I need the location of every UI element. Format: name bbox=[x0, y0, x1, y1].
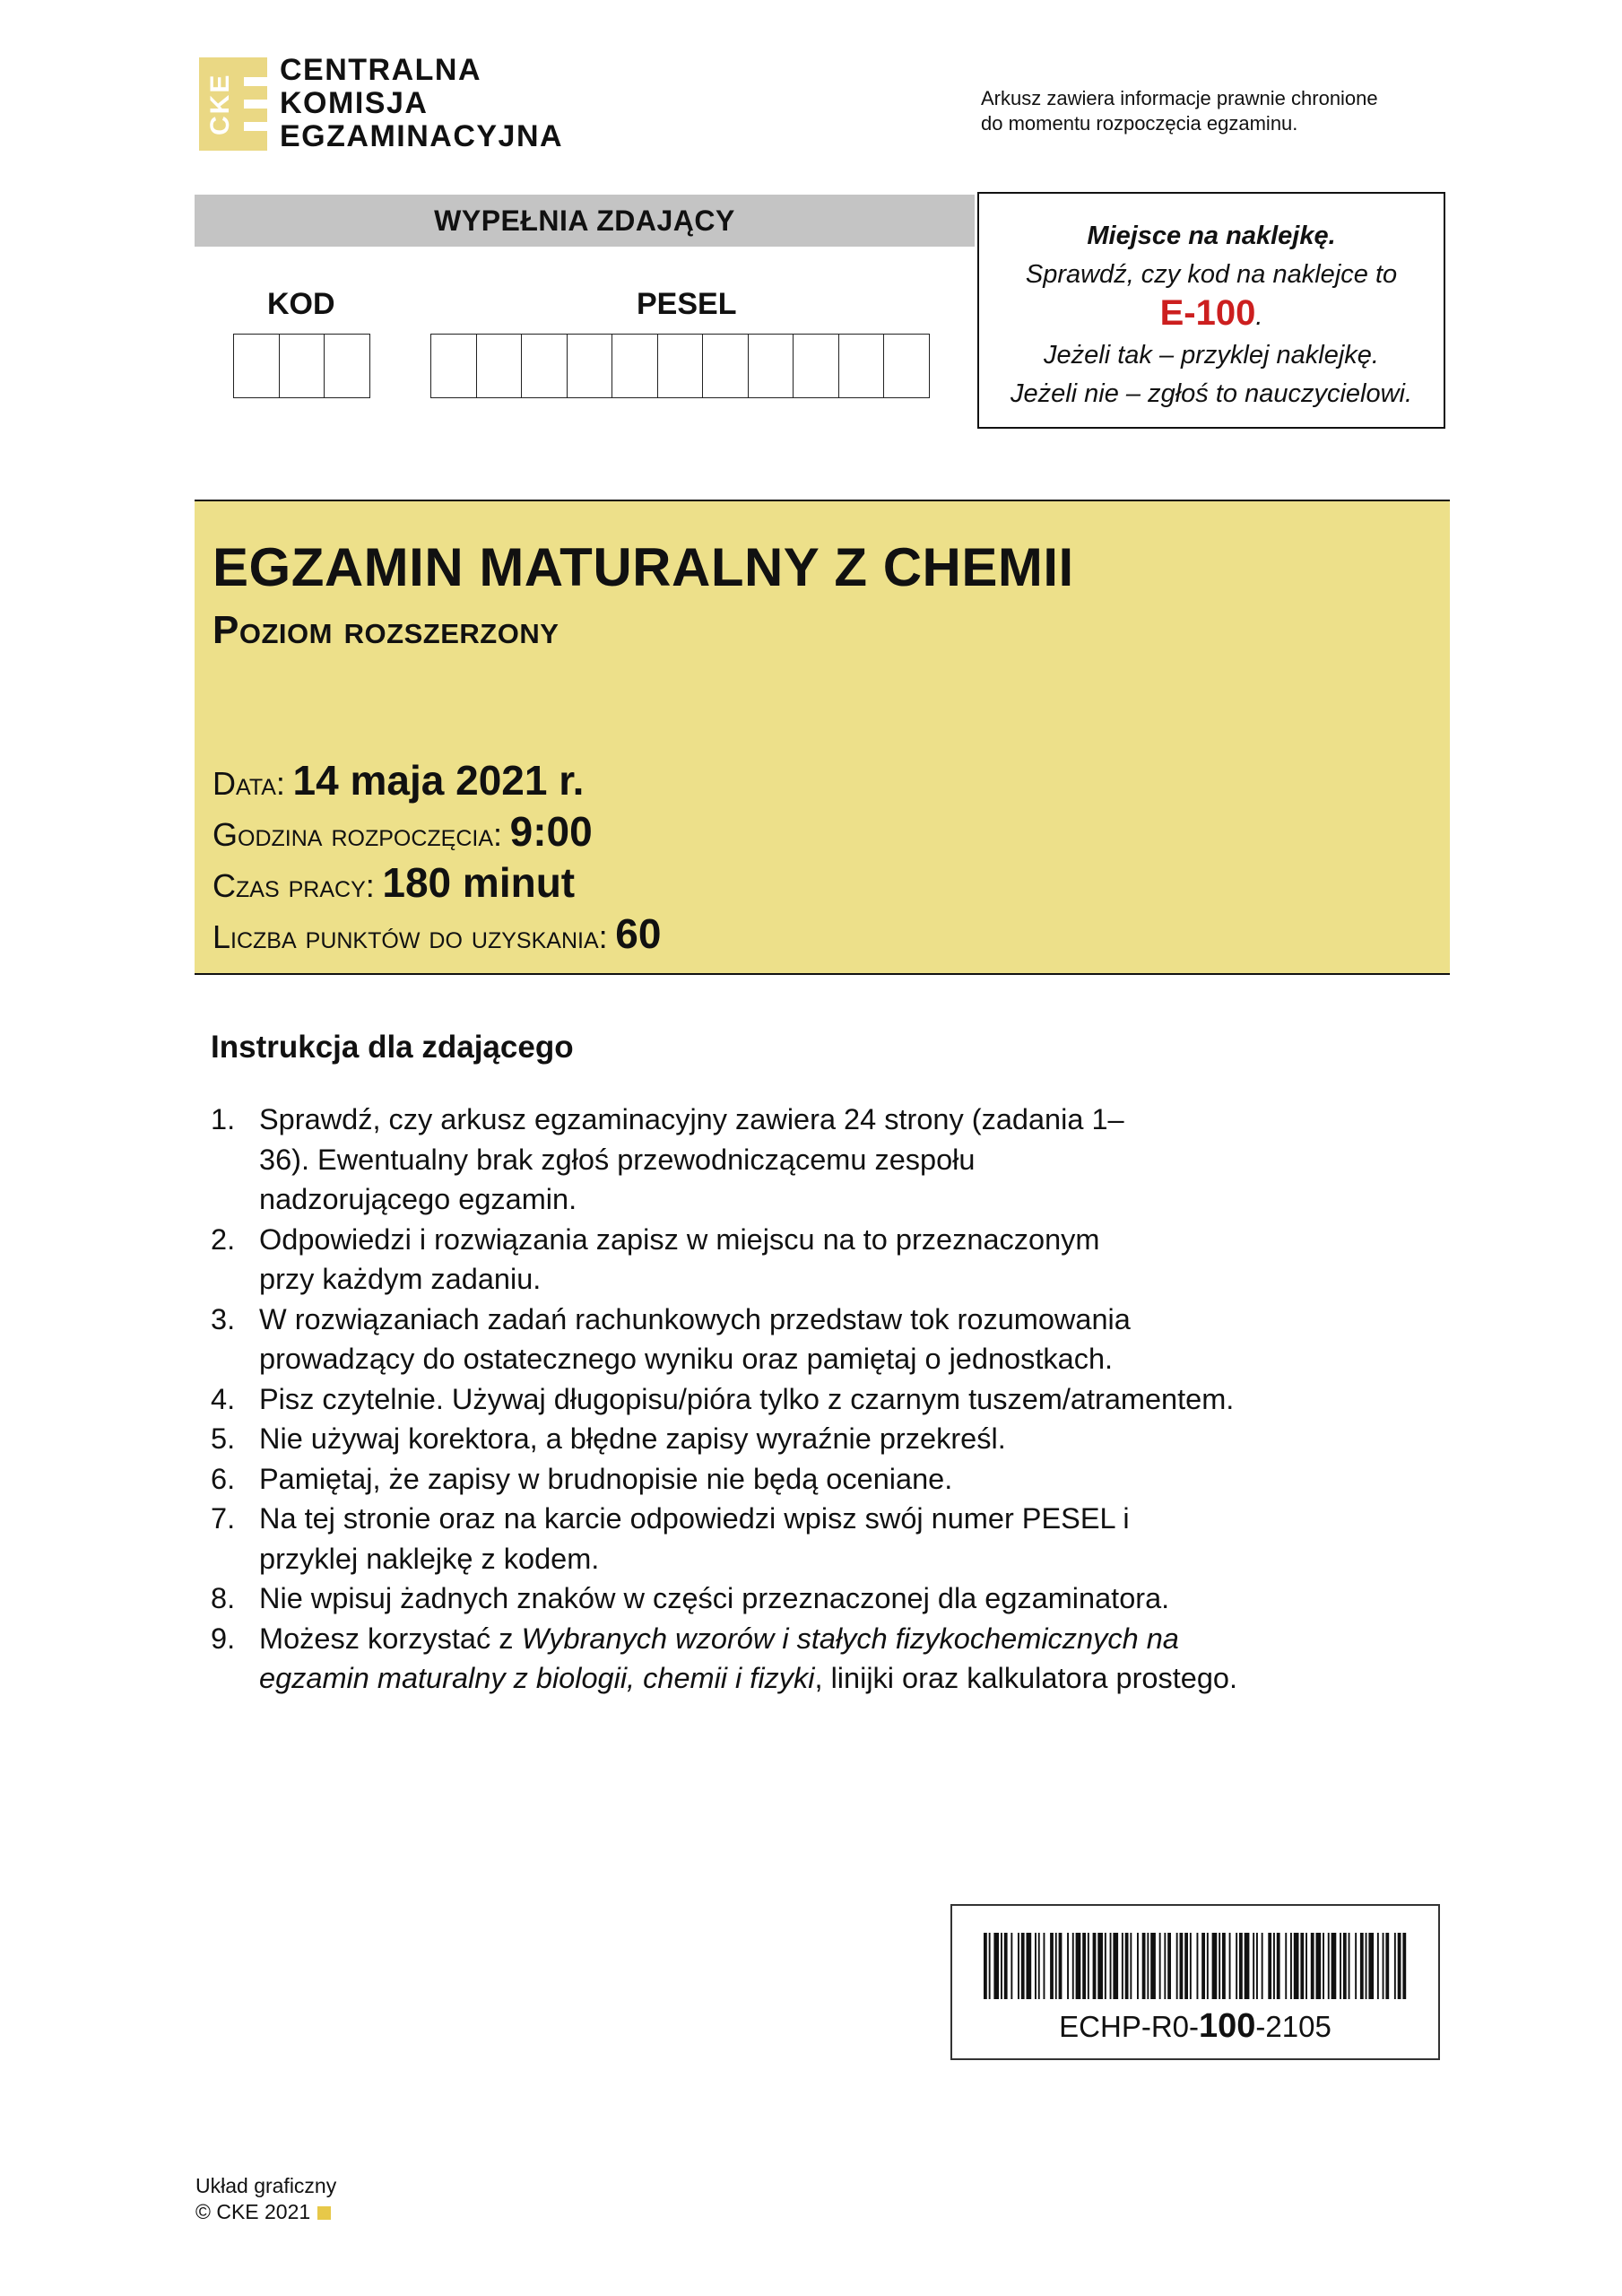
instructions-title: Instrukcja dla zdającego bbox=[211, 1030, 574, 1065]
candidate-section-header: WYPEŁNIA ZDAJĄCY bbox=[195, 195, 975, 247]
notice-line: do momentu rozpoczęcia egzaminu. bbox=[981, 112, 1298, 135]
instruction-item: 6. Pamiętaj, że zapisy w brudnopisie nie będą oceniane. bbox=[211, 1462, 953, 1495]
sticker-code-line bbox=[979, 294, 1444, 336]
pesel-digit-box[interactable] bbox=[702, 334, 749, 398]
kod-input[interactable] bbox=[233, 334, 369, 398]
cke-logo-text bbox=[280, 54, 563, 153]
exam-points bbox=[213, 909, 661, 958]
sticker-code: E-100 bbox=[1159, 293, 1256, 333]
sticker-check-text: Sprawdź, czy kod na naklejce to bbox=[1025, 260, 1398, 289]
date-label: Data: bbox=[213, 765, 285, 802]
pesel-digit-box[interactable] bbox=[883, 334, 930, 398]
sticker-title: Miejsce na naklejkę. bbox=[1087, 222, 1336, 250]
instruction-item: 3. W rozwiązaniach zadań rachunkowych przedstaw tok rozumowania prowadzący do ostatecznego wyniku oraz pamiętaj o jednostkach. bbox=[211, 1302, 1131, 1375]
pesel-label: PESEL bbox=[637, 287, 737, 321]
pesel-digit-box[interactable] bbox=[838, 334, 885, 398]
barcode-icon bbox=[984, 1933, 1407, 1999]
instruction-item: 8. Nie wpisuj żadnych znaków w części przeznaczonej dla egzaminatora. bbox=[211, 1582, 1170, 1614]
notice-line: Arkusz zawiera informacje prawnie chronione bbox=[981, 87, 1378, 109]
formula-booklet-title: Wybranych wzorów i stałych fizykochemicznych na egzamin maturalny z biologii, chemii i fizyki bbox=[259, 1622, 1179, 1694]
logo-line: EGZAMINACYJNA bbox=[280, 119, 564, 153]
footer-copyright: © CKE 2021 bbox=[195, 2199, 336, 2225]
pesel-digit-box[interactable] bbox=[567, 334, 613, 398]
footer-layout-credit: Układ graficzny bbox=[195, 2174, 337, 2197]
exam-level: Poziom rozszerzony bbox=[213, 608, 559, 652]
points-label: Liczba punktów do uzyskania: bbox=[213, 918, 608, 955]
pesel-digit-box[interactable] bbox=[521, 334, 568, 398]
barcode-text: ECHP-R0-100-2105 bbox=[1059, 2007, 1331, 2045]
instruction-item: 5. Nie używaj korektora, a błędne zapisy wyraźnie przekreśl. bbox=[211, 1422, 1006, 1455]
pesel-digit-box[interactable] bbox=[748, 334, 794, 398]
pesel-input[interactable] bbox=[430, 334, 929, 398]
kod-digit-box[interactable] bbox=[233, 334, 280, 398]
exam-start-time bbox=[213, 807, 593, 856]
logo-line: CENTRALNA bbox=[280, 53, 482, 87]
sticker-yes-text: Jeżeli tak – przyklej naklejkę. bbox=[1044, 341, 1379, 370]
pesel-digit-box[interactable] bbox=[657, 334, 704, 398]
instruction-item: 7. Na tej stronie oraz na karcie odpowiedzi wpisz swój numer PESEL i przyklej naklejkę z kodem. bbox=[211, 1502, 1130, 1575]
instruction-item: 4. Pisz czytelnie. Używaj długopisu/pióra tylko z czarnym tuszem/atramentem. bbox=[211, 1382, 1235, 1415]
exam-title: EGZAMIN MATURALNY Z CHEMII bbox=[213, 537, 1074, 597]
sticker-no-text: Jeżeli nie – zgłoś to nauczycielowi. bbox=[1010, 379, 1413, 408]
logo-initials: CKE bbox=[205, 73, 235, 135]
kod-digit-box[interactable] bbox=[324, 334, 370, 398]
sticker-area[interactable] bbox=[977, 192, 1445, 429]
footer bbox=[195, 2173, 336, 2225]
legal-notice bbox=[981, 86, 1378, 136]
instruction-item: 2. Odpowiedzi i rozwiązania zapisz w miejscu na to przeznaczonym przy każdym zadaniu. bbox=[211, 1222, 1100, 1295]
pesel-digit-box[interactable] bbox=[612, 334, 658, 398]
pesel-digit-box[interactable] bbox=[476, 334, 523, 398]
start-label: Godzina rozpoczęcia: bbox=[213, 816, 503, 853]
pesel-digit-box[interactable] bbox=[430, 334, 477, 398]
logo-line: KOMISJA bbox=[280, 86, 429, 120]
duration-value: 180 minut bbox=[382, 859, 576, 906]
kod-digit-box[interactable] bbox=[279, 334, 325, 398]
pesel-digit-box[interactable] bbox=[793, 334, 839, 398]
cke-logo-mark bbox=[199, 57, 267, 151]
exam-date bbox=[213, 756, 584, 804]
duration-label: Czas pracy: bbox=[213, 867, 375, 904]
instructions-list bbox=[211, 1100, 1430, 1699]
date-value: 14 maja 2021 r. bbox=[292, 757, 585, 804]
kod-label: KOD bbox=[267, 287, 335, 321]
exam-duration bbox=[213, 858, 575, 907]
instruction-item: 9. Możesz korzystać z Wybranych wzorów i stałych fizykochemicznych na egzamin maturalny z biologii, chemii i fizyki, linijki oraz kalkulatora prostego. bbox=[211, 1622, 1238, 1694]
start-value: 9:00 bbox=[509, 808, 593, 855]
instruction-item: 1. Sprawdź, czy arkusz egzaminacyjny zawiera 24 strony (zadania 1–36). Ewentualny brak zgłoś przewodniczącemu zespołu nadzorującego egzamin. bbox=[211, 1103, 1124, 1215]
sticker-code-suffix: . bbox=[1255, 302, 1263, 331]
points-value: 60 bbox=[615, 910, 662, 957]
cke-square-icon bbox=[317, 2206, 331, 2220]
